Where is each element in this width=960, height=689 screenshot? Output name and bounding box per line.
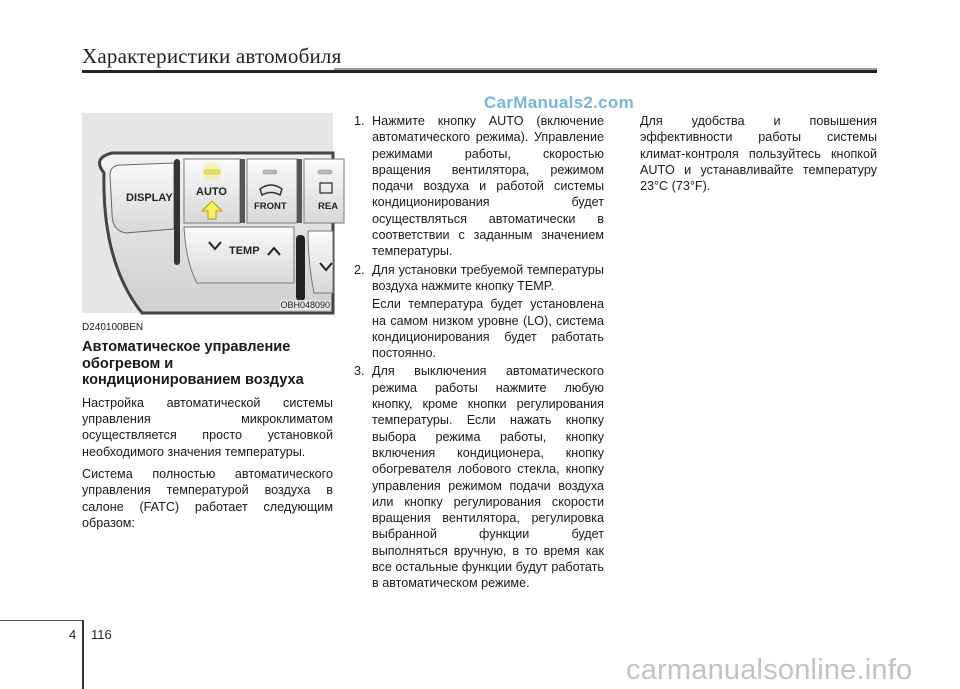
list-item-number: 2. bbox=[354, 262, 365, 277]
list-item bbox=[354, 113, 604, 260]
column-left bbox=[82, 320, 333, 537]
list-item-subtext: Если температура будет установлена на самом низком уровне (LO), система кондиционирования будет работать постоянно. bbox=[372, 297, 604, 361]
list-item-number: 1. bbox=[354, 114, 365, 128]
rear-button-label: REA bbox=[318, 201, 339, 212]
figure-code: OBH048090 bbox=[280, 300, 330, 310]
watermark-top[interactable]: CarManuals2.com bbox=[484, 93, 634, 112]
list-item-text: Для выключения автоматического режима работы нажмите любую кнопку, кроме кнопки регулирования температуры. Если нажать кнопку выбора режима работы, кнопку включения кондиционера, кнопку обогревателя лобового стекла, кнопку управления режимом подачи воздуха или кнопку регулирования скорости вращения вентилятора, регулировка выбранной функции будет выполняться вручную, в то время как все остальные функции будут работать в автоматическом режиме. bbox=[372, 364, 604, 591]
section-code: D240100BEN bbox=[82, 322, 144, 333]
auto-button-label: AUTO bbox=[196, 186, 227, 198]
climate-control-figure bbox=[82, 113, 339, 313]
list-item bbox=[354, 262, 604, 362]
page-number: 116 bbox=[91, 627, 112, 642]
climate-panel-illustration bbox=[82, 113, 339, 313]
footer-vline bbox=[82, 620, 84, 689]
header-title: Характеристики автомобиля bbox=[82, 44, 342, 68]
tip-paragraph: Для удобства и повышения эффективности работы системы климат-контроля пользуйтесь кнопкой AUTO и устанавливайте температуру 23°C (73°F). bbox=[640, 114, 877, 194]
temp-button-label: TEMP bbox=[229, 245, 260, 257]
display-button-label: DISPLAY bbox=[126, 192, 173, 204]
rear-defrost-button bbox=[304, 159, 344, 223]
list-item-number: 3. bbox=[354, 364, 365, 379]
list-item-text: Нажмите кнопку AUTO (включение автоматического режима). Управление режимами работы, скоростью вращения вентилятора, режимом подачи воздуха и работой системы кондиционирования будет осуществляться автоматически в соответствии с заданным значением температуры. bbox=[372, 114, 604, 259]
column-middle bbox=[354, 113, 604, 594]
paragraph: Система полностью автоматического управления температурой воздуха в салоне (FATC) работает следующим образом: bbox=[82, 466, 333, 530]
front-button-label: FRONT bbox=[254, 201, 287, 212]
section-heading: Автоматическое управление обогревом и кондиционированием воздуха bbox=[82, 339, 304, 389]
front-defrost-button bbox=[247, 159, 297, 223]
watermark-bottom: carmanualsonline.info bbox=[626, 654, 913, 686]
column-right bbox=[640, 113, 877, 194]
header-rule bbox=[82, 70, 877, 73]
list-item bbox=[354, 363, 604, 591]
footer-hline bbox=[0, 620, 84, 621]
list-item-text: Для установки требуемой температуры воздуха нажмите кнопку TEMP. bbox=[372, 262, 604, 293]
paragraph: Настройка автоматической системы управления микроклиматом осуществляется просто установкой необходимого значения температуры. bbox=[82, 395, 333, 459]
page-chapter: 4 bbox=[69, 627, 77, 642]
